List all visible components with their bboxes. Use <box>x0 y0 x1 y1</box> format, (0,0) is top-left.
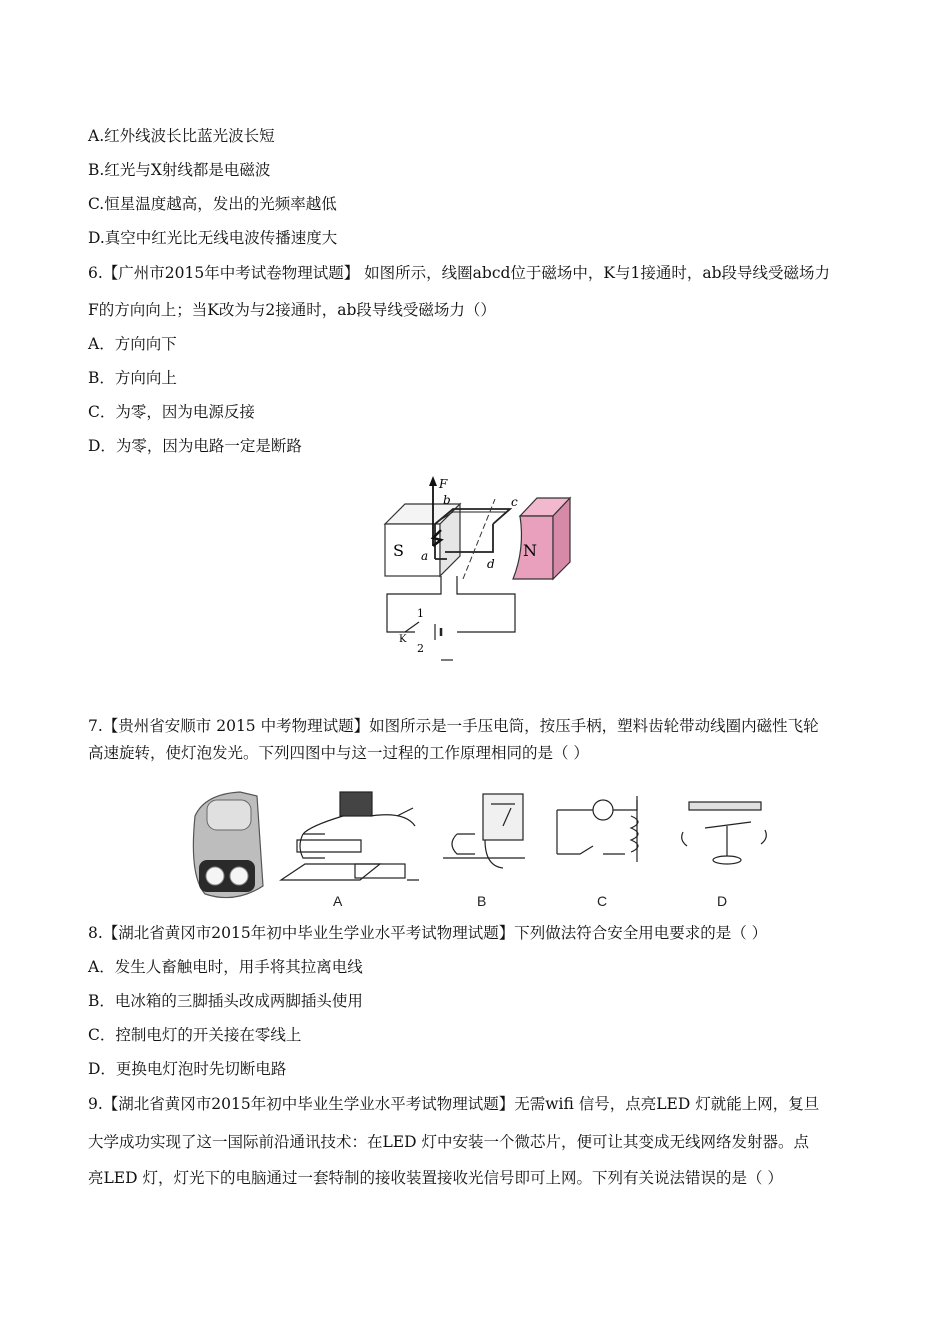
circuit-wire <box>387 576 515 632</box>
q5-option-c: C.恒星温度越高，发出的光频率越低 <box>88 195 337 213</box>
q8-option-d: D．更换电灯泡时先切断电路 <box>88 1060 287 1078</box>
q6-option-a: A．方向向下 <box>88 335 177 353</box>
coil-label-b: b <box>443 493 451 507</box>
n-pole-label: N <box>523 541 537 560</box>
option-b-label: B <box>477 893 487 909</box>
option-a-generator-diagram <box>281 792 419 880</box>
q7-stem-line1: 7.【贵州省安顺市 2015 中考物理试题】如图所示是一手压电筒，按压手柄，塑料齿轮带动线圈内磁性飞轮 <box>88 717 819 735</box>
force-label: F <box>439 477 448 491</box>
q9-stem-line3: 亮LED 灯，灯光下的电脑通过一套特制的接收装置接收光信号即可上网。下列有关说法错误的是（ ） <box>88 1169 783 1187</box>
terminal-2-label: 2 <box>417 642 424 655</box>
q5-option-d: D.真空中红光比无线电波传播速度大 <box>88 229 338 247</box>
q6-stem-line1: 6.【广州市2015年中考试卷物理试题】 如图所示，线圈abcd位于磁场中，K与1接通时，ab段导线受磁场力 <box>88 264 831 282</box>
switch-k <box>405 622 419 632</box>
force-arrowhead <box>429 476 437 486</box>
q6-coil-figure <box>375 474 575 670</box>
q6-option-d: D．为零，因为电路一定是断路 <box>88 437 302 455</box>
q9-stem-line2: 大学成功实现了这一国际前沿通讯技术：在LED 灯中安装一个微芯片，便可让其变成无线网络发射器。点 <box>88 1133 809 1151</box>
q7-stem-line2: 高速旋转，使灯泡发光。下列四图中与这一过程的工作原理相同的是（ ） <box>88 744 589 762</box>
hand-crank-flashlight-illustration <box>193 792 263 898</box>
q5-option-a: A.红外线波长比蓝光波长短 <box>88 127 275 145</box>
coil-label-a: a <box>421 549 429 563</box>
option-b-magnet-galvanometer-diagram <box>443 794 525 868</box>
option-c-electromagnet-diagram <box>557 796 638 862</box>
option-d-oersted-diagram <box>682 802 767 864</box>
option-a-label: A <box>333 893 343 909</box>
q5-option-b: B.红光与X射线都是电磁波 <box>88 161 271 179</box>
option-c-label: C <box>597 893 608 909</box>
q8-option-b: B．电冰箱的三脚插头改成两脚插头使用 <box>88 992 363 1010</box>
terminal-1-label: 1 <box>417 607 424 620</box>
q6-option-c: C．为零，因为电源反接 <box>88 403 255 421</box>
q8-stem: 8.【湖北省黄冈市2015年初中毕业生学业水平考试物理试题】下列做法符合安全用电要求的是（ ） <box>88 924 768 942</box>
s-pole-label: S <box>393 541 404 560</box>
q6-stem-line2: F的方向向上；当K改为与2接通时，ab段导线受磁场力（） <box>88 301 496 319</box>
q8-option-a: A．发生人畜触电时，用手将其拉离电线 <box>88 958 363 976</box>
option-d-label: D <box>717 893 728 909</box>
q8-option-c: C．控制电灯的开关接在零线上 <box>88 1026 302 1044</box>
coil-label-d: d <box>487 557 495 571</box>
q6-option-b: B．方向向上 <box>88 369 177 387</box>
switch-k-label: K <box>399 634 407 645</box>
coil-label-c: c <box>511 495 518 509</box>
q7-figure-row <box>185 776 775 910</box>
q9-stem-line1: 9.【湖北省黄冈市2015年初中毕业生学业水平考试物理试题】无需wifi 信号，点亮LED 灯就能上网，复旦 <box>88 1095 820 1113</box>
